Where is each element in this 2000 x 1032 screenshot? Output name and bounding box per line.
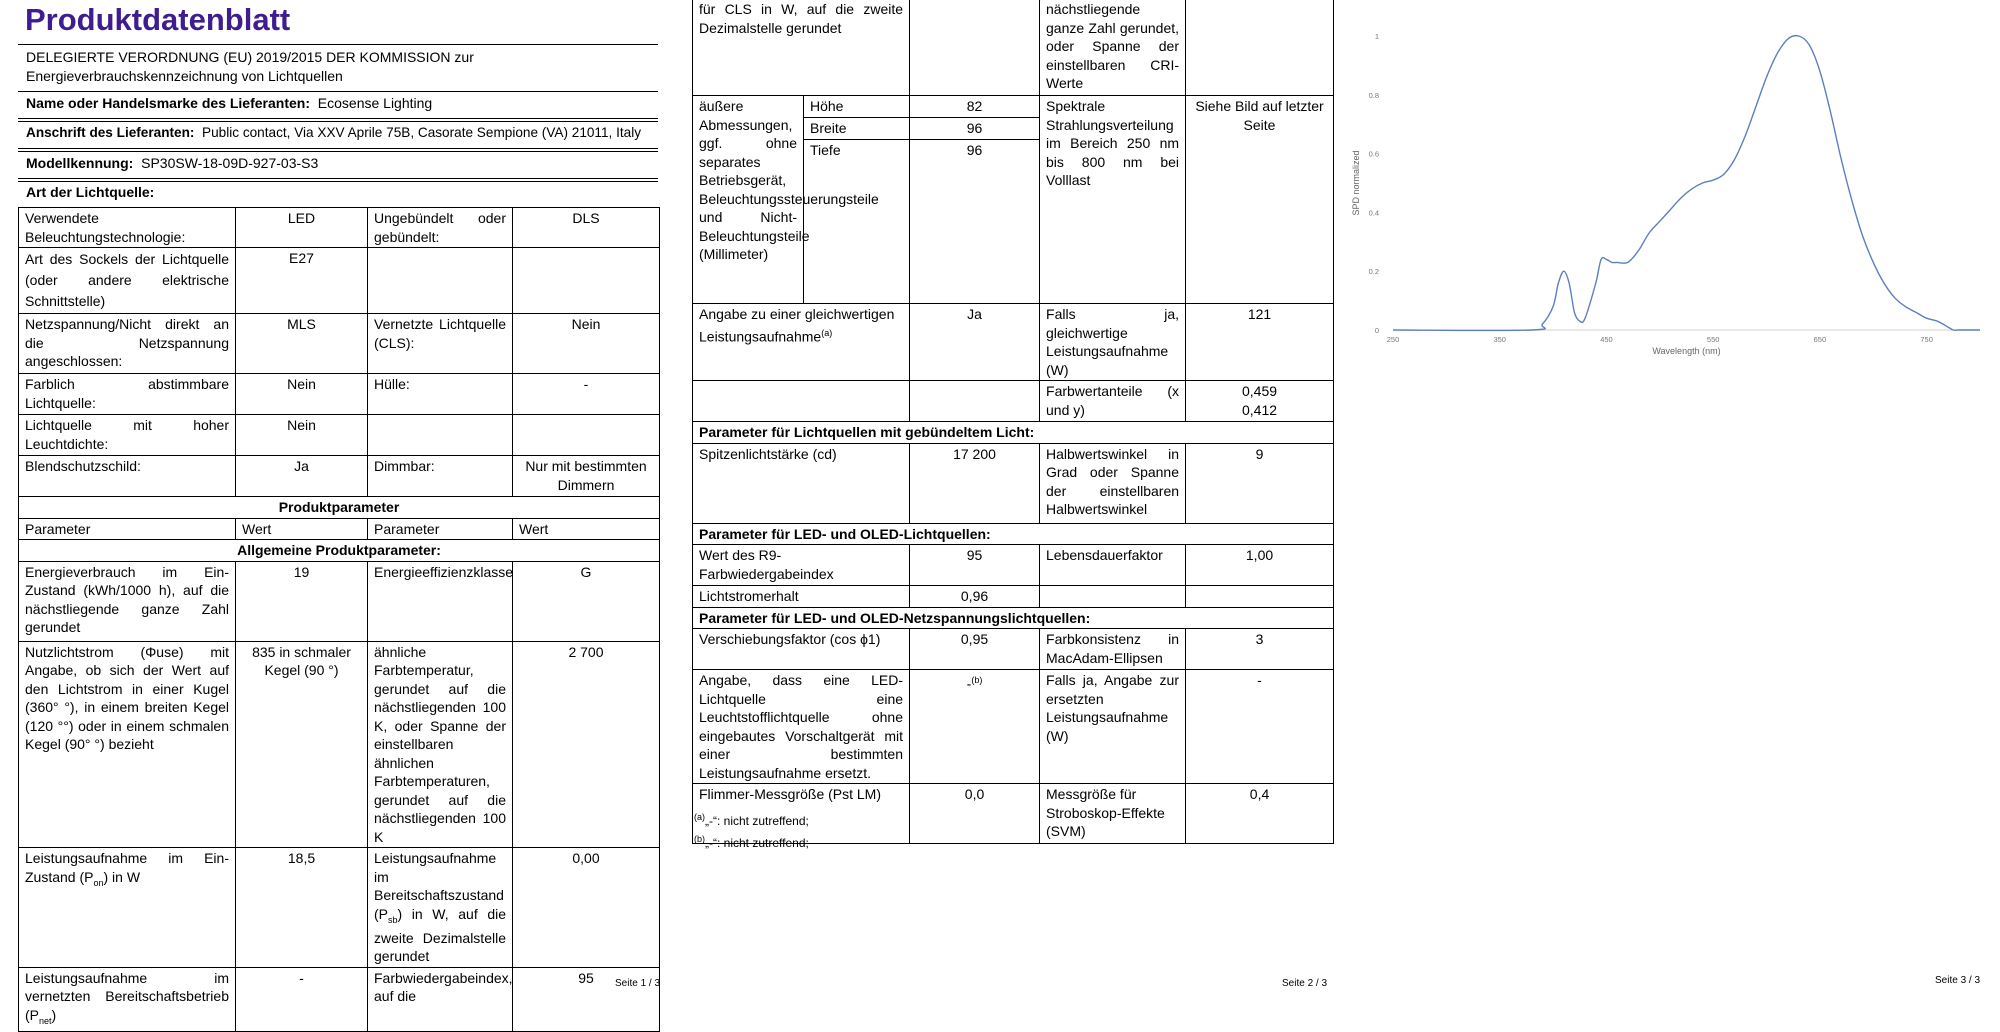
cell: Nein bbox=[236, 415, 368, 456]
cell-text: - bbox=[966, 675, 972, 692]
spd-line bbox=[1393, 36, 1980, 331]
cell: - bbox=[236, 967, 368, 1031]
cell: Nur mit bestimmten Dimmern bbox=[513, 456, 660, 497]
cell bbox=[1186, 586, 1334, 608]
page-3 bbox=[1335, 0, 2000, 1001]
cell: Hülle: bbox=[368, 374, 513, 415]
table-row bbox=[693, 586, 1334, 608]
x-tick-label: 350 bbox=[1493, 335, 1506, 344]
supplier-label: Name oder Handelsmarke des Lieferanten: bbox=[26, 95, 310, 111]
cell-text: ) bbox=[51, 1006, 57, 1023]
dimensions-label: äußere Abmessungen, ggf. ohne separates Betriebsgerät, Beleuchtungssteuerungsteile und Nicht-Beleuchtungsteile (Millimeter) bbox=[693, 96, 804, 304]
cell bbox=[693, 381, 910, 422]
column-header: Wert bbox=[513, 518, 660, 540]
column-header: Parameter bbox=[19, 518, 236, 540]
table-row bbox=[19, 497, 660, 519]
cell: Vernetzte Lichtquelle (CLS): bbox=[368, 314, 513, 374]
table-row bbox=[693, 422, 1334, 444]
cell: 121 bbox=[1186, 304, 1334, 381]
y-tick-label: 0.4 bbox=[1368, 208, 1379, 218]
cell: 0,00 bbox=[513, 848, 660, 968]
cell bbox=[19, 967, 236, 1031]
page-number: Seite 1 / 3 bbox=[615, 978, 661, 989]
spectral-label: Spektrale Strahlungsverteilung im Bereich 250 nm bis 800 nm bei Volllast bbox=[1040, 96, 1186, 304]
cell-text: ) in W, auf die zweite Dezimalstelle gerundet bbox=[374, 905, 506, 965]
table-row bbox=[19, 314, 660, 374]
model-value: SP30SW-18-09D-927-03-S3 bbox=[141, 155, 319, 171]
cell: für CLS in W, auf die zweite Dezimalstelle gerundet bbox=[693, 0, 910, 96]
cell: 0,95 bbox=[910, 629, 1040, 670]
type-heading: Art der Lichtquelle: bbox=[26, 184, 155, 200]
cell: Angabe, dass eine LED-Lichtquelle eine Leuchtstofflichtquelle ohne eingebautes Vorschaltgerät mit einer bestimmten Leistungsaufnahme ersetzt. bbox=[693, 670, 910, 784]
cell bbox=[910, 670, 1040, 784]
table-row bbox=[19, 374, 660, 415]
cell: G bbox=[513, 561, 660, 641]
subscript: on bbox=[93, 877, 104, 888]
table-row bbox=[693, 523, 1334, 545]
footnote-mark: (b) bbox=[694, 834, 705, 844]
table-row bbox=[19, 561, 660, 641]
cell-text: ) in W bbox=[103, 868, 141, 885]
cell: Lichtquelle mit hoher Leuchtdichte: bbox=[19, 415, 236, 456]
cell: 2 700 bbox=[513, 641, 660, 848]
table-row bbox=[693, 381, 1334, 422]
cell: Messgröße für Stroboskop-Effekte (SVM) bbox=[1040, 784, 1186, 844]
footnote-mark: (a) bbox=[821, 327, 833, 338]
section-heading: Parameter für Lichtquellen mit gebündeltem Licht: bbox=[693, 422, 1334, 444]
y-tick-label: 0.8 bbox=[1368, 90, 1379, 100]
table-row bbox=[19, 641, 660, 848]
x-tick-label: 450 bbox=[1600, 335, 1613, 344]
cell: 95 bbox=[513, 967, 660, 1031]
cell: Ungebündelt oder gebündelt: bbox=[368, 208, 513, 248]
address-label: Anschrift des Lieferanten: bbox=[26, 125, 195, 140]
table-row bbox=[19, 208, 660, 248]
cell: Farblich abstimmbare Lichtquelle: bbox=[19, 374, 236, 415]
table-row bbox=[19, 967, 660, 1031]
y-tick-label: 0 bbox=[1374, 326, 1379, 335]
cell: 82 bbox=[910, 96, 1040, 118]
table-row bbox=[693, 0, 1334, 96]
cell: Spitzenlichtstärke (cd) bbox=[693, 443, 910, 523]
cell: Nein bbox=[513, 314, 660, 374]
column-header: Wert bbox=[236, 518, 368, 540]
chromaticity-y: 0,412 bbox=[1241, 401, 1278, 418]
cell: Energieverbrauch im Ein-Zustand (kWh/1000 h), auf die nächstliegende ganze Zahl gerundet bbox=[19, 561, 236, 641]
product-table-p1 bbox=[18, 207, 660, 1032]
cell: Lichtstromerhalt bbox=[693, 586, 910, 608]
address-row bbox=[18, 121, 658, 149]
table-row bbox=[693, 96, 1334, 118]
product-params-heading: Produktparameter bbox=[19, 497, 660, 519]
cell: 17 200 bbox=[910, 443, 1040, 523]
x-tick-label: 250 bbox=[1386, 335, 1400, 344]
cell: Höhe bbox=[804, 96, 910, 118]
cell: Tiefe bbox=[804, 140, 910, 304]
footnote-text: „-“: nicht zutreffend; bbox=[705, 836, 809, 850]
cell: DLS bbox=[513, 208, 660, 248]
footnote-text: „-“: nicht zutreffend; bbox=[705, 814, 809, 828]
regulation-box bbox=[18, 44, 658, 91]
cell: Energieeffizienzklasse bbox=[368, 561, 513, 641]
cell: 1,00 bbox=[1186, 545, 1334, 586]
address-value: Public contact, Via XXV Aprile 75B, Casorate Sempione (VA) 21011, Italy bbox=[202, 125, 642, 140]
subscript: sb bbox=[388, 914, 398, 925]
footnote-a bbox=[694, 812, 809, 828]
cell-text: Leistungsaufnahme im Ein-Zustand (P bbox=[25, 850, 229, 885]
supplier-row bbox=[18, 91, 658, 119]
table-row bbox=[693, 545, 1334, 586]
product-table-p2 bbox=[692, 0, 1334, 844]
general-params-heading: Allgemeine Produktparameter: bbox=[19, 540, 660, 562]
cell: Flimmer-Messgröße (Pst LM) bbox=[693, 784, 910, 844]
cell bbox=[368, 248, 513, 314]
table-row bbox=[19, 415, 660, 456]
spectral-value: Siehe Bild auf letzter Seite bbox=[1186, 96, 1334, 304]
cell: 835 in schmaler Kegel (90 °) bbox=[236, 641, 368, 848]
cell: Nutzlichtstrom (Φuse) mit Angabe, ob sich der Wert auf den Lichtstrom in einer Kugel (360° °), in einem breiten Kegel (120 °°) oder in einem schmalen Kegel (90° °) bezieht bbox=[19, 641, 236, 848]
cell: Farbwertanteile (x und y) bbox=[1040, 381, 1186, 422]
cell bbox=[19, 848, 236, 968]
cell: 95 bbox=[910, 545, 1040, 586]
cell: 0,4 bbox=[1186, 784, 1334, 844]
model-row bbox=[18, 151, 658, 179]
cell bbox=[368, 848, 513, 968]
cell: Ja bbox=[236, 456, 368, 497]
footnote-b bbox=[694, 834, 809, 850]
cell: Lebensdauerfaktor bbox=[1040, 545, 1186, 586]
y-tick-label: 0.2 bbox=[1368, 267, 1379, 277]
table-row bbox=[19, 248, 660, 314]
table-header-row bbox=[19, 518, 660, 540]
cell bbox=[910, 0, 1040, 96]
cell: 0,96 bbox=[910, 586, 1040, 608]
section-heading: Parameter für LED- und OLED-Lichtquellen: bbox=[693, 523, 1334, 545]
cell: Ja bbox=[910, 304, 1040, 381]
cell bbox=[1186, 381, 1334, 422]
x-tick-label: 750 bbox=[1920, 335, 1933, 344]
cell: 3 bbox=[1186, 629, 1334, 670]
section-heading: Parameter für LED- und OLED-Netzspannungslichtquellen: bbox=[693, 607, 1334, 629]
cell-text: Leistungsaufnahme im vernetzten Bereitschaftsbetrieb (P bbox=[25, 969, 229, 1023]
cell bbox=[910, 381, 1040, 422]
x-axis-label: Wavelength (nm) bbox=[1652, 346, 1721, 356]
cell: 18,5 bbox=[236, 848, 368, 968]
y-tick-label: 1 bbox=[1374, 32, 1379, 41]
model-label: Modellkennung: bbox=[26, 155, 134, 171]
cell: 96 bbox=[910, 118, 1040, 140]
cell: - bbox=[1186, 670, 1334, 784]
cell: 96 bbox=[910, 140, 1040, 304]
cell bbox=[693, 304, 910, 381]
cell: Wert des R9-Farbwiedergabeindex bbox=[693, 545, 910, 586]
table-row bbox=[693, 304, 1334, 381]
document-title: Produktdatenblatt bbox=[25, 2, 291, 37]
y-axis-label: SPD normalized bbox=[1351, 150, 1361, 216]
x-tick-label: 550 bbox=[1706, 335, 1720, 344]
cell: MLS bbox=[236, 314, 368, 374]
cell: Dimmbar: bbox=[368, 456, 513, 497]
table-row bbox=[19, 848, 660, 968]
footnote-mark: (b) bbox=[971, 675, 983, 685]
page-number: Seite 2 / 3 bbox=[1282, 978, 1328, 989]
cell bbox=[368, 415, 513, 456]
table-row bbox=[19, 540, 660, 562]
cell-text: Leistungsaufnahme im Bereitschaftszustand (P bbox=[374, 850, 504, 922]
table-row bbox=[19, 456, 660, 497]
cell-text: Angabe zu einer gleichwertigen Leistungsaufnahme bbox=[699, 306, 895, 345]
footnote-mark: (a) bbox=[694, 812, 705, 822]
column-header: Parameter bbox=[368, 518, 513, 540]
subscript: net bbox=[39, 1015, 52, 1026]
cell: Verschiebungsfaktor (cos ϕ1) bbox=[693, 629, 910, 670]
chromaticity-x: 0,459 bbox=[1241, 383, 1278, 399]
type-heading-row bbox=[18, 181, 658, 205]
cell bbox=[513, 248, 660, 314]
cell: 19 bbox=[236, 561, 368, 641]
page-number: Seite 3 / 3 bbox=[1935, 975, 1981, 986]
table-row bbox=[693, 443, 1334, 523]
table-row bbox=[693, 670, 1334, 784]
cell: Netzspannung/Nicht direkt an die Netzspannung angeschlossen: bbox=[19, 314, 236, 374]
cell: Falls ja, gleichwertige Leistungsaufnahme (W) bbox=[1040, 304, 1186, 381]
cell: Falls ja, Angabe zur ersetzten Leistungsaufnahme (W) bbox=[1040, 670, 1186, 784]
spd-chart bbox=[1335, 0, 2000, 380]
cell: - bbox=[513, 374, 660, 415]
cell: Halbwertswinkel in Grad oder Spanne der einstellbaren Halbwertswinkel bbox=[1040, 443, 1186, 523]
cell: Verwendete Beleuchtungstechnologie: bbox=[19, 208, 236, 248]
page-2 bbox=[670, 0, 1335, 1001]
cell: LED bbox=[236, 208, 368, 248]
y-tick-label: 0.6 bbox=[1368, 149, 1379, 159]
cell: ähnliche Farbtemperatur, gerundet auf die nächstliegenden 100 K, oder Spanne der einstellbaren ähnlichen Farbtemperaturen, gerundet auf die nächstliegenden 100 K bbox=[368, 641, 513, 848]
cell: nächstliegende ganze Zahl gerundet, oder Spanne der einstellbaren CRI-Werte bbox=[1040, 0, 1186, 96]
table-row bbox=[693, 629, 1334, 670]
cell: Farbwiedergabeindex, auf die bbox=[368, 967, 513, 1031]
cell: Art des Sockels der Lichtquelle (oder andere elektrische Schnittstelle) bbox=[19, 248, 236, 314]
regulation-text: DELEGIERTE VERORDNUNG (EU) 2019/2015 DER KOMMISSION zur Energieverbrauchskennzeichnung von Lichtquellen bbox=[26, 49, 474, 84]
x-tick-label: 650 bbox=[1813, 335, 1827, 344]
cell: Farbkonsistenz in MacAdam-Ellipsen bbox=[1040, 629, 1186, 670]
cell bbox=[1040, 586, 1186, 608]
cell: 9 bbox=[1186, 443, 1334, 523]
cell bbox=[1186, 0, 1334, 96]
cell: Blendschutzschild: bbox=[19, 456, 236, 497]
cell: E27 bbox=[236, 248, 368, 314]
page-1 bbox=[0, 0, 670, 1026]
cell: Nein bbox=[236, 374, 368, 415]
cell bbox=[513, 415, 660, 456]
supplier-value: Ecosense Lighting bbox=[317, 95, 433, 111]
table-row bbox=[693, 607, 1334, 629]
cell: 0,0 bbox=[910, 784, 1040, 844]
cell: Breite bbox=[804, 118, 910, 140]
